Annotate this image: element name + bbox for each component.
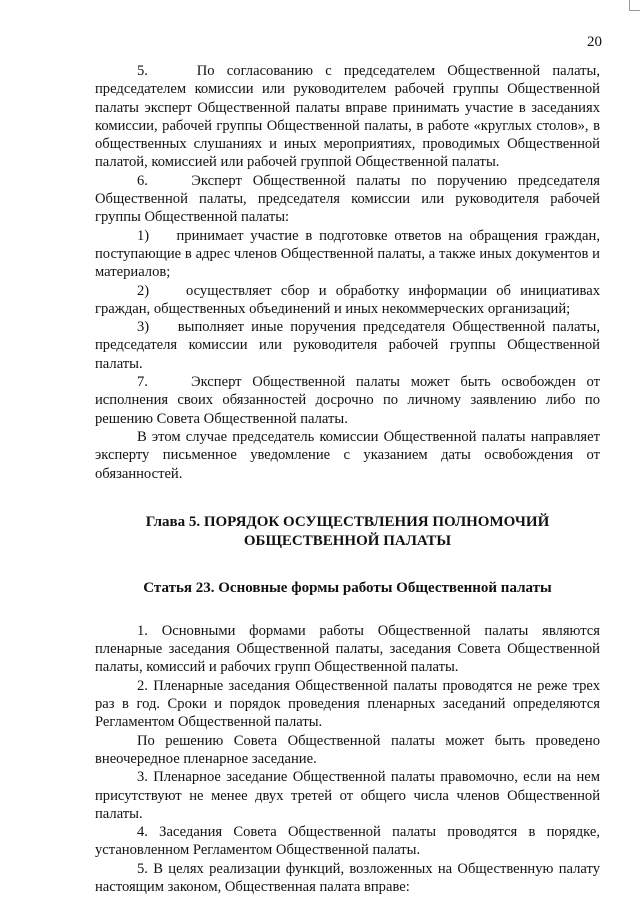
list-item: 1) принимает участие в подготовке ответов на обращения граждан, поступающие в адрес членов Общественной палаты, а также иных документов и материалов; — [95, 227, 600, 281]
paragraph: 7. Эксперт Общественной палаты может быть освобожден от исполнения своих обязанностей досрочно по личному заявлению либо по решению Совета Общественной палаты. — [95, 374, 600, 427]
chapter-title-line: ОБЩЕСТВЕННОЙ ПАЛАТЫ — [243, 532, 452, 549]
paragraph: 2. Пленарные заседания Общественной палаты проводятся не реже трех раз в год. Сроки и порядок проведения пленарных заседаний определяются Регламентом Общественной палаты. — [95, 677, 600, 731]
paragraph: 3. Пленарное заседание Общественной палаты правомочно, если на нем присутствуют не менее двух третей от общего числа членов Общественной палаты. — [95, 769, 600, 822]
chapter-title — [95, 513, 600, 551]
list-item: 2) осуществляет сбор и обработку информации об инициативах граждан, общественных объединений и иных некоммерческих организаций; — [95, 282, 600, 317]
chapter-title-line: Глава 5. ПОРЯДОК ОСУЩЕСТВЛЕНИЯ ПОЛНОМОЧИЙ — [145, 513, 550, 530]
document-body — [95, 62, 600, 896]
paragraph: 4. Заседания Совета Общественной палаты проводятся в порядке, установленном Регламентом Общественной палаты. — [95, 824, 600, 859]
paragraph: 5. В целях реализации функций, возложенных на Общественную палату настоящим законом, Общественная палата вправе: — [95, 860, 600, 895]
page-number: 20 — [587, 34, 602, 50]
paragraph: По решению Совета Общественной палаты может быть проведено внеочередное пленарное заседание. — [95, 732, 600, 767]
list-item: 3) выполняет иные поручения председателя Общественной палаты, председателя комиссии или руководителя рабочей группы Общественной палаты. — [95, 319, 600, 372]
article-title: Статья 23. Основные формы работы Общественной палаты — [143, 579, 552, 596]
paragraph: 6. Эксперт Общественной палаты по поручению председателя Общественной палаты, председателя комиссии или руководителя рабочей группы Общественной палаты: — [95, 172, 600, 226]
corner-mark — [629, 0, 640, 11]
paragraph: 5. По согласованию с председателем Общественной палаты, председателем комиссии или руководителем рабочей группы Общественной палаты эксперт Общественной палаты вправе принимать участие в заседаниях комиссии, рабочей группы Общественной палаты, в работе «круглых столов», в общественных слушаниях и иных мероприятиях, проводимых Общественной палатой, комиссией или рабочей группой Общественной палаты. — [95, 63, 600, 171]
paragraph: В этом случае председатель комиссии Общественной палаты направляет эксперту письменное уведомление с указанием даты освобождения от обязанностей. — [95, 428, 600, 482]
paragraph: 1. Основными формами работы Общественной палаты являются пленарные заседания Общественной палаты, заседания Совета Общественной палаты, комиссий и рабочих групп Общественной палаты. — [95, 622, 600, 676]
